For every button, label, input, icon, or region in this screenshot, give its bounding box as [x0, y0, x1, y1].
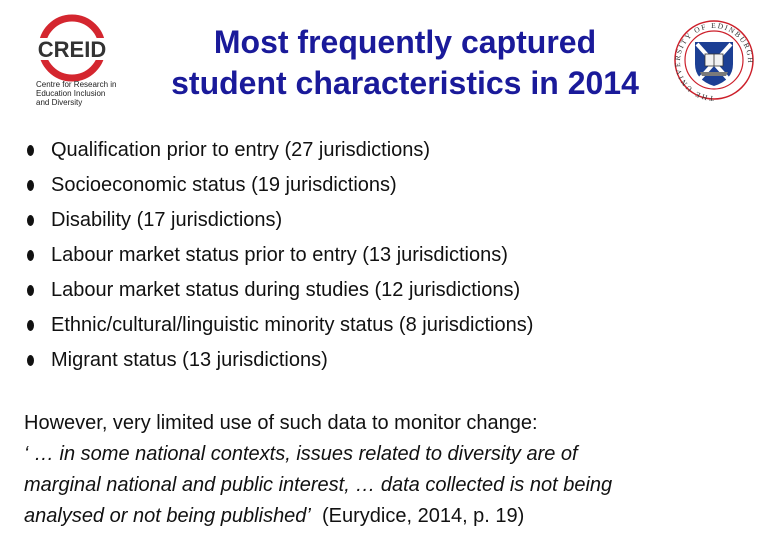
list-item — [24, 204, 533, 239]
bullet-dot-icon — [27, 180, 34, 191]
creid-logo-caption — [36, 80, 126, 107]
list-item — [24, 344, 533, 379]
citation: (Eurydice, 2014, p. 19) — [310, 505, 525, 527]
crest-ring-text: THE UNIVERSITY OF EDINBURGH — [672, 20, 756, 104]
creid-caption-line: Centre for Research in — [36, 80, 117, 89]
creid-caption-line: Education Inclusion — [36, 89, 106, 98]
list-item-text: Socioeconomic status (19 jurisdictions) — [51, 174, 397, 196]
quote-line-1: ‘ … in some national contexts, issues related to diversity are of — [24, 443, 578, 465]
quote-line-3: analysed or not being published’ — [24, 505, 311, 527]
title-line-2: student characteristics in 2014 — [171, 65, 639, 101]
bullet-dot-icon — [27, 215, 34, 226]
list-item-text: Labour market status during studies (12 jurisdictions) — [51, 279, 521, 301]
list-item — [24, 309, 533, 344]
title-line-1: Most frequently captured — [213, 24, 597, 60]
quote-line-3-container — [24, 501, 764, 532]
creid-ring-icon — [22, 14, 122, 84]
quote-line-2: marginal national and public interest, … data collected is not being — [24, 474, 613, 496]
bullet-dot-icon — [27, 320, 34, 331]
characteristics-list — [24, 134, 533, 379]
edinburgh-crest-icon — [664, 14, 764, 104]
bullet-dot-icon — [27, 285, 34, 296]
bullet-dot-icon — [27, 355, 34, 366]
list-item-text: Migrant status (13 jurisdictions) — [51, 349, 328, 371]
university-of-edinburgh-logo — [664, 14, 764, 104]
list-item-text: Labour market status prior to entry (13 jurisdictions) — [51, 244, 508, 266]
list-item-text: Qualification prior to entry (27 jurisdictions) — [51, 139, 431, 161]
summary-paragraph — [24, 408, 764, 532]
list-item-text: Disability (17 jurisdictions) — [51, 209, 283, 231]
summary-line: However, very limited use of such data to monitor change: — [24, 412, 538, 434]
list-item — [24, 169, 533, 204]
list-item-text: Ethnic/cultural/linguistic minority status (8 jurisdictions) — [51, 314, 534, 336]
list-item — [24, 134, 533, 169]
bullet-dot-icon — [27, 145, 34, 156]
creid-caption-line: and Diversity — [36, 98, 83, 107]
creid-wordmark: CREID — [37, 37, 107, 62]
slide-title — [140, 22, 670, 104]
bullet-dot-icon — [27, 250, 34, 261]
list-item — [24, 239, 533, 274]
list-item — [24, 274, 533, 309]
